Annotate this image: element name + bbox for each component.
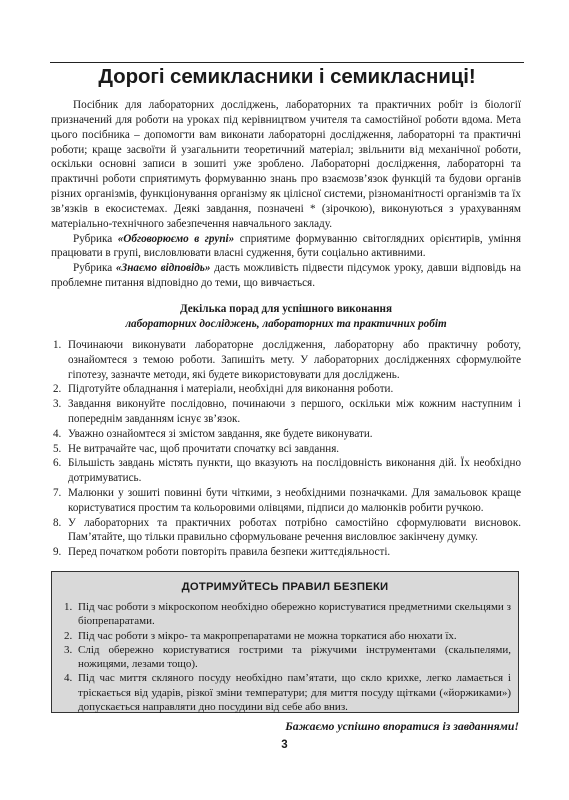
page-title: Дорогі семикласники і семикласниці! [98, 65, 476, 88]
rubric-know-answer: «Знаємо відповідь» [115, 262, 211, 275]
list-item [51, 382, 521, 397]
rubric-description: дасть можливість підвести підсумок уроку, давши відповідь на проблемне питання відповідно до теми, що вивчається. [51, 262, 522, 290]
closing-wish: Бажаємо успішно впоратися із завданнями! [285, 719, 519, 733]
list-item [51, 397, 521, 427]
list-item [51, 516, 521, 546]
item-number: 3. [53, 398, 62, 411]
rubric-discuss-in-group: «Обговорюємо в групі» [117, 232, 235, 245]
list-item [51, 338, 521, 382]
rubric-prefix: Рубрика [73, 232, 118, 245]
item-number: 9. [53, 546, 62, 559]
item-number: 7. [53, 486, 62, 499]
safety-rules-box [51, 571, 519, 713]
tips-heading-line-1: Декілька порад для успішного виконання [179, 303, 393, 315]
item-number: 2. [64, 629, 73, 642]
item-number: 8. [53, 516, 62, 529]
safety-title: ДОТРИМУЙТЕСЬ ПРАВИЛ БЕЗПЕКИ [181, 581, 389, 593]
rubric-description: сприятиме формуванню світоглядних орієнтирів, уміння працювати в групі, висловлювати власні судження, бути соціально активними. [51, 232, 521, 260]
intro-paragraph-1: Посібник для лабораторних досліджень, лабораторних та практичних робіт із біології призначений для роботи на уроках під керівництвом учителя та самостійної роботи вдома. Мета цього посібника – допомогти вам виконати лабораторні дослідження, лабораторні та практичні роботи; краще засвоїти й узагальнити теоретичний матеріал; звільнити від механічної роботи, оскільки основні записи в зошиті уже зроблено. Лабораторні дослідження, лабораторні та практичні роботи сприятимуть формуванню знань про взаємозв’язок функцій та будови органів різних організмів, функціонування організму як цілісної системи, різноманітності організмів та їх зв’язків в екосистемах. Деякі завдання, позначені * (зірочкою), виконуються з урахуванням матеріально-технічного забезпечення навчального закладу. [51, 99, 521, 230]
item-number: 2. [53, 383, 62, 396]
item-text: Більшість завдань містять пункти, що вказують на послідовність виконання дій. Їх необхідно дотримуватись. [68, 457, 521, 485]
item-text: Уважно ознайомтеся зі змістом завдання, яке будете виконувати. [68, 427, 373, 440]
item-text: Під час миття скляного посуду необхідно пам’ятати, що скло крихке, легко ламається і тріскається від ударів, різкої зміни температури; для миття посуду щітками («йоржиками») допускається направляти дно посудини від себе або вниз. [78, 672, 511, 714]
item-text: Під час роботи з мікроскопом необхідно обережно користуватися предметними скельцями з біопрепаратами. [78, 601, 511, 628]
safety-rule [64, 629, 511, 643]
rubric-prefix: Рубрика [73, 262, 116, 275]
list-item [51, 545, 521, 560]
item-text: Слід обережно користуватися гострими та ріжучими інструментами (скальпелями, ножицями, лезами тощо). [78, 643, 511, 671]
item-text: Під час роботи з мікро- та макропрепаратами не можна торкатися або нюхати їх. [78, 629, 457, 642]
tips-heading [51, 302, 521, 332]
item-text: У лабораторних та практичних роботах потрібно самостійно сформулювати висновок. Пам’ятайте, що тільки правильно сформульоване речення висловлює закінчену думку. [68, 516, 521, 544]
tips-list [51, 338, 521, 560]
intro-text [51, 98, 521, 291]
tips-heading-line-2: лабораторних досліджень, лабораторних та практичних робіт [125, 318, 447, 330]
item-text: Малюнки у зошиті повинні бути чіткими, з необхідними позначками. Для замальовок краще користуватися простим та кольоровими олівцями, підписи до малюнків робити ручкою. [68, 486, 521, 514]
item-text: Не витрачайте час, щоб прочитати спочатку всі завдання. [68, 442, 340, 455]
safety-rule [64, 671, 511, 714]
page-number: 3 [281, 739, 288, 751]
intro-paragraph-2 [51, 232, 521, 262]
item-number: 1. [53, 339, 62, 351]
item-text: Завдання виконуйте послідовно, починаючи з першого, оскільки між кожним наступним і попереднім завданням існує зв’язок. [68, 398, 521, 425]
intro-paragraph-3 [51, 261, 521, 291]
list-item [51, 442, 521, 457]
list-item [51, 486, 521, 516]
list-item [51, 456, 521, 486]
item-number: 4. [53, 427, 62, 440]
item-text: Перед початком роботи повторіть правила безпеки життєдіяльності. [68, 546, 391, 559]
safety-rule [64, 600, 511, 629]
item-number: 4. [64, 672, 73, 685]
list-item [51, 427, 521, 442]
item-text: Починаючи виконувати лабораторне дослідження, лабораторну або практичну роботу, ознайомтеся з темою роботи. Запишіть мету. У лабораторних дослідженнях сформулюйте гіпотезу, зазначте методи, які будете використовувати для досліджень. [68, 339, 521, 381]
safety-list [64, 600, 511, 714]
item-number: 3. [64, 643, 73, 656]
safety-rule [64, 643, 511, 672]
item-text: Підготуйте обладнання і матеріали, необхідні для виконання роботи. [68, 383, 394, 396]
item-number: 6. [53, 457, 62, 470]
item-number: 5. [53, 442, 62, 455]
item-number: 1. [64, 601, 73, 613]
top-rule [50, 62, 524, 63]
